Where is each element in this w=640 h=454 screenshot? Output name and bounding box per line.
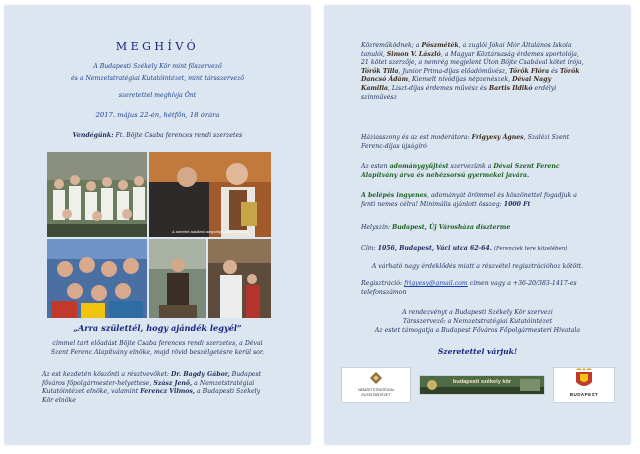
performer-dancso-adam: Dancsó Ádám bbox=[361, 76, 409, 84]
nski-logo bbox=[341, 367, 411, 403]
photo-child-blessing bbox=[208, 239, 271, 318]
performers-line-7: színművész bbox=[361, 93, 397, 101]
min-donation: 1000 Ft bbox=[503, 200, 531, 208]
lecture-line-1: címmel tart előadást Böjte Csaba ferences rendi szerzetes, a Dévai bbox=[52, 340, 263, 347]
performer-poszmetek: Pöszméték bbox=[421, 42, 459, 49]
venue-label: Helyszín: bbox=[361, 224, 391, 231]
text: Regisztráció: bbox=[361, 280, 403, 287]
performer-devai-nagy: Dévai Nagy bbox=[512, 76, 552, 84]
organizer-note-1: A rendezvényt a Budapesti Székely Kör szervezi bbox=[402, 309, 553, 316]
entry-line-1 bbox=[361, 192, 599, 201]
performer-torok-tilla: Török Tilla bbox=[361, 67, 399, 75]
performer-kamilla: Kamilla bbox=[361, 84, 388, 92]
performers-line-6 bbox=[361, 85, 599, 94]
performers-line-4 bbox=[361, 68, 599, 77]
nski-logo-text-1: NEMZETSTRATÉGIAI bbox=[358, 388, 394, 392]
invitation-front-page bbox=[5, 6, 310, 444]
performers-line-5 bbox=[361, 76, 599, 85]
greeting-line-4: Kör elnöke bbox=[42, 396, 76, 404]
host-line-1 bbox=[361, 134, 599, 143]
text: szervezünk a bbox=[450, 163, 492, 170]
greet-text: Budapest bbox=[231, 371, 262, 378]
text: , Kiemelt nívódíjas népzenészek, bbox=[408, 76, 511, 84]
text: erdélyi bbox=[534, 84, 557, 92]
host-line-2: Ferenc-díjas újságíró bbox=[361, 142, 427, 150]
photo-caption: A szeretet mindent megszépít (Böjte Csaba) bbox=[172, 230, 248, 234]
budapest-logo-text: BUDAPEST bbox=[569, 392, 599, 397]
address-line bbox=[361, 245, 599, 254]
event-date: 2017. május 22-én, hétfőn, 18 órára bbox=[95, 111, 220, 119]
text: Az esten bbox=[361, 163, 388, 170]
donation-line-1 bbox=[361, 163, 599, 172]
lecture-line-2: Szent Ferenc Alapítvány elnöke, majd rövid beszélgetésre kerül sor. bbox=[50, 349, 265, 356]
entry-paragraph bbox=[361, 192, 599, 209]
text: Háziasszony és az est moderátora: bbox=[361, 134, 470, 141]
photo-smiling-children bbox=[47, 239, 147, 318]
foundation-name: Dévai Szent Ferenc bbox=[493, 163, 560, 170]
performer-torok-dancso: Török bbox=[559, 67, 580, 75]
banner-logo-text: budapesti székely kör bbox=[452, 379, 512, 385]
greet-text: Kutatóintézet elnöke, valamint bbox=[42, 388, 139, 396]
registration-paragraph bbox=[361, 280, 599, 297]
registration-note: A várható nagy érdeklődés miatt a részvétel regisztrációhoz kötött. bbox=[371, 263, 584, 270]
guest-name: Ft. Böjte Csaba ferences rendi szerzetes bbox=[115, 132, 243, 139]
closing-line: Szeretettel várjuk! bbox=[437, 347, 518, 356]
szekely-kor-banner-logo bbox=[419, 375, 545, 395]
donation-highlight: adománygyűjtést bbox=[389, 163, 449, 170]
free-entry: A belépés ingyenes bbox=[361, 192, 428, 199]
greeting-line-2 bbox=[42, 380, 277, 389]
performers-line-2 bbox=[361, 51, 599, 60]
greeting-line-1 bbox=[42, 371, 277, 380]
entry-line-2 bbox=[361, 201, 599, 210]
greeting-paragraph bbox=[42, 371, 277, 405]
photo-children-group bbox=[47, 152, 147, 237]
text: fenti nemes célra! Minimális ajánlott összeg: bbox=[361, 200, 502, 208]
donation-paragraph bbox=[361, 163, 599, 180]
organizer-note-3: Az estet támogatja a Budapest Főváros Főpolgármesteri Hivatala bbox=[374, 327, 581, 334]
registration-email-link[interactable]: frigyesy@gmail.com bbox=[404, 280, 468, 287]
greeting-line-3 bbox=[42, 388, 277, 397]
organizer-line: A Budapesti Székely Kör mint főszervező bbox=[93, 63, 222, 70]
address-value: 1056, Budapest, Váci utca 62-64. bbox=[377, 245, 492, 252]
text: , a Magyar Köztársaság érdemes sportolója, bbox=[440, 50, 579, 58]
venue-name: Budapest, Új Városháza díszterme bbox=[392, 224, 511, 231]
text: Közreműködnek; a bbox=[361, 42, 420, 49]
guest-line bbox=[5, 132, 310, 141]
lecture-title-quote: „Arra születtél, hogy ajándék legyél” bbox=[73, 323, 242, 333]
page-title: MEGHÍVÓ bbox=[115, 40, 200, 53]
greet-name-szasz: Szász Jenő, bbox=[153, 379, 193, 387]
text: , Junior Prima-díjas előadóművész, bbox=[398, 67, 508, 75]
performers-paragraph bbox=[361, 42, 599, 102]
venue-line bbox=[361, 224, 599, 233]
text: tanulói, bbox=[361, 50, 385, 58]
host-name: Frigyesy Ágnes bbox=[471, 134, 524, 141]
text: , adományát örömmel és köszönettel fogadjuk a bbox=[427, 192, 577, 199]
text: , a zuglói Jókai Mór Általános Iskola bbox=[458, 42, 572, 49]
greet-name-ferencz: Ferencz Vilmos, bbox=[140, 388, 196, 396]
greet-text: a Budapesti Székely bbox=[196, 388, 261, 396]
donation-line-2: Alapítvány árva és nehézsorsú gyermekei javára. bbox=[361, 171, 530, 179]
performer-torok-flora: Török Flóra bbox=[509, 67, 550, 75]
text: , Liszt-díjas érdemes művész és bbox=[388, 84, 487, 92]
organizer-note-2: Társszervező: a Nemzetstratégiai Kutatóintézet bbox=[402, 318, 553, 325]
performer-simon: Simon V. László bbox=[386, 50, 441, 58]
text: címen vagy a +36-20/383-1417-es bbox=[469, 280, 577, 287]
invitation-back-page bbox=[325, 6, 630, 444]
performers-line-1 bbox=[361, 42, 599, 51]
registration-line-2: telefonszámon bbox=[361, 288, 407, 296]
text: , Szalézi Szent bbox=[523, 134, 570, 141]
greet-text: a Nemzetstratégiai bbox=[194, 379, 255, 387]
budapest-logo bbox=[553, 367, 615, 403]
greet-text: főváros főpolgármester-helyettese, bbox=[42, 379, 152, 387]
greet-name-bagdy: Dr. Bagdy Gábor, bbox=[170, 371, 230, 378]
performer-bartis: Bartis Ildikó bbox=[488, 84, 533, 92]
nski-logo-text-2: KUTATÓINTÉZET bbox=[361, 392, 391, 397]
text: és bbox=[551, 67, 558, 75]
address-note: (Ferenciek tere közelében) bbox=[493, 246, 568, 252]
host-paragraph bbox=[361, 134, 599, 151]
photo-bojte-seated bbox=[149, 239, 206, 318]
co-organizer-line: és a Nemzetstratégiai Kutatóintézet, mint társszervező bbox=[71, 75, 244, 82]
greet-text: Az est kezdetén köszönti a résztvevőket: bbox=[42, 371, 169, 378]
photo-bojte-csaba-portrait bbox=[149, 152, 271, 237]
registration-line-1 bbox=[361, 280, 599, 289]
invite-line: szeretettel meghívja Önt bbox=[118, 92, 197, 99]
guest-label: Vendégünk: bbox=[72, 132, 114, 139]
performers-line-3: 21 kötet szerzője, a nemrég megjelent Úton Böjte Csabával kötet írója, bbox=[361, 59, 584, 67]
address-label: Cím: bbox=[361, 245, 376, 252]
